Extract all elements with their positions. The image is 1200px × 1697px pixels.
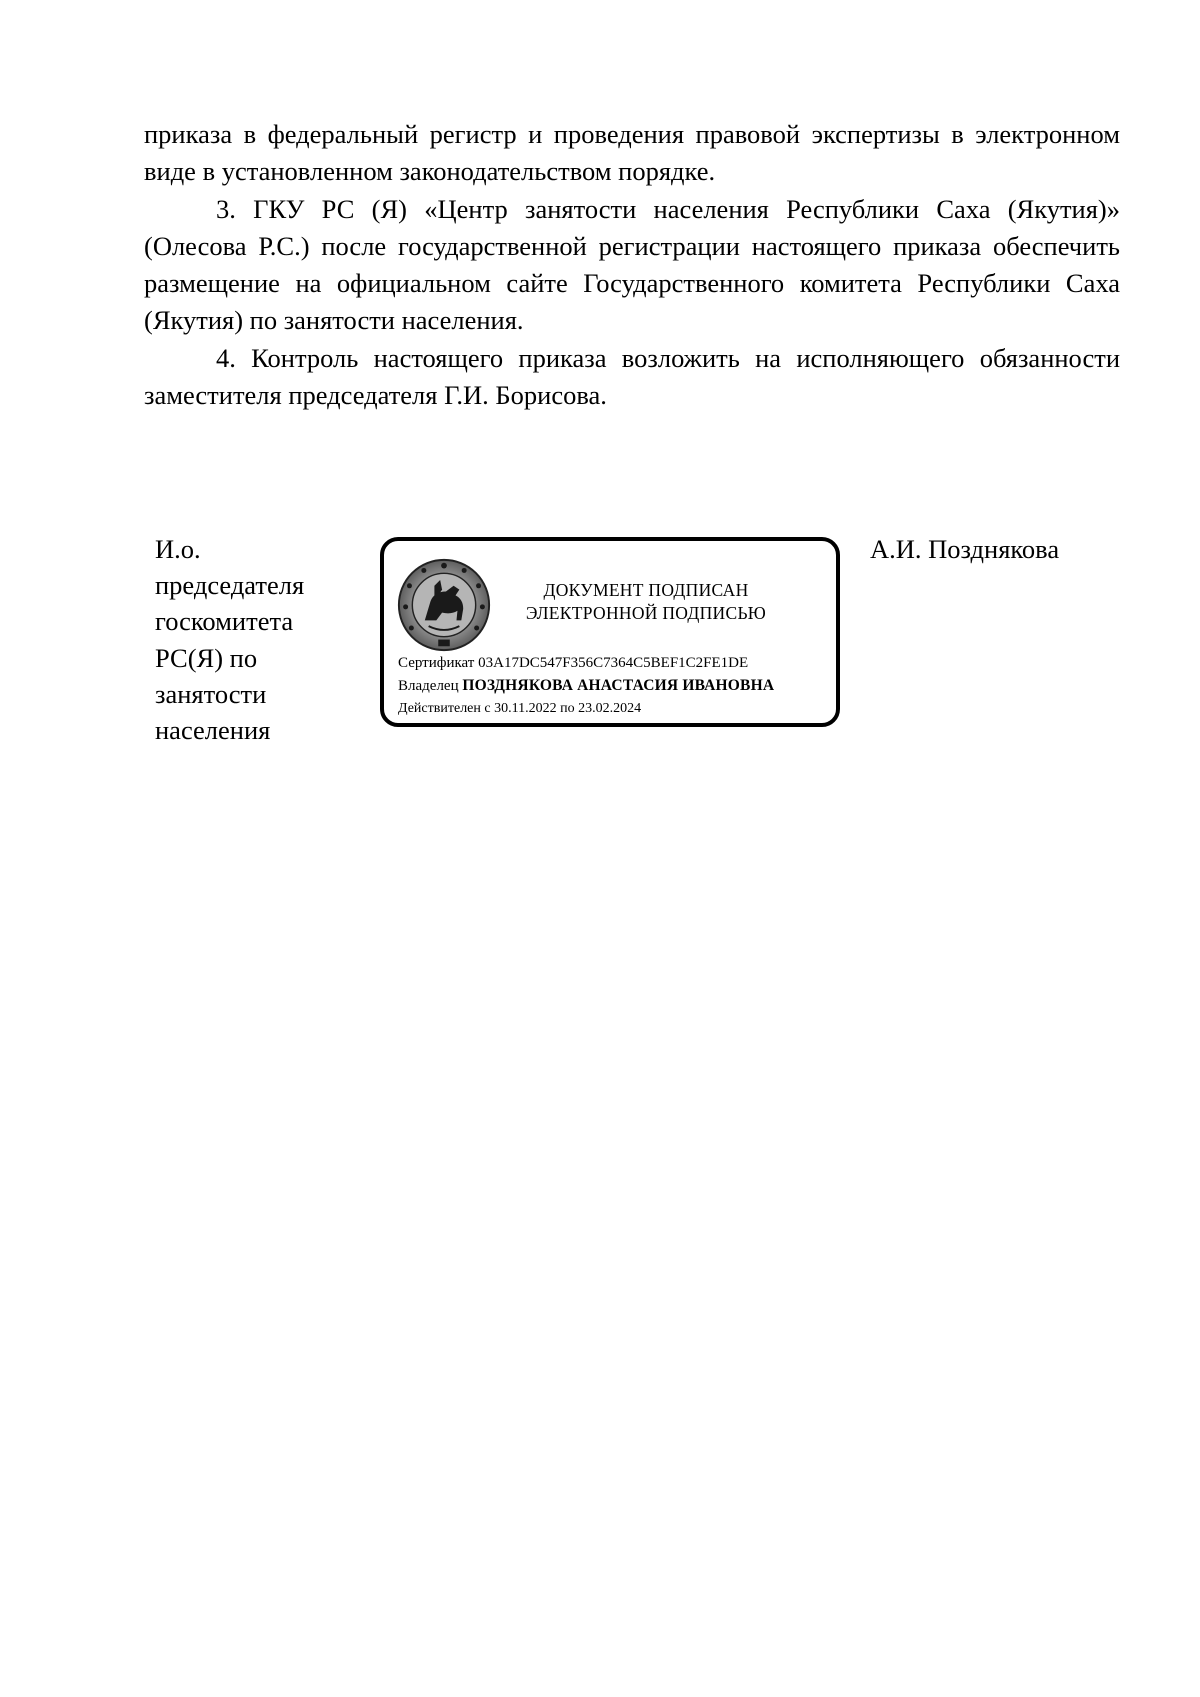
validity-to-label: по	[560, 701, 575, 716]
paragraph-item-3: 3. ГКУ РС (Я) «Центр занятости населения Республики Саха (Якутия)» (Олесова Р.С.) после государственной регистрации настоящего приказа обеспечить размещение на официальном сайте Государственного комитета Республики Саха (Якутия) по занятости населения.	[144, 193, 1120, 336]
validity-label: Действителен	[398, 701, 481, 716]
paragraph-item-4: 4. Контроль настоящего приказа возложить на исполняющего обязанности заместителя председателя Г.И. Борисова.	[144, 342, 1120, 411]
validity-from-label: с	[484, 701, 491, 716]
signatory-name: А.И. Позднякова	[870, 534, 1060, 564]
owner-label: Владелец	[398, 678, 459, 694]
signatory-position-line: населения	[155, 715, 271, 746]
yakutia-coat-of-arms-icon	[396, 557, 492, 653]
signatory-position	[155, 531, 335, 748]
signatory-position-line: госкомитета	[155, 606, 294, 637]
document-body	[144, 116, 1120, 414]
validity-to-date: 23.02.2024	[578, 701, 642, 716]
stamp-title	[496, 579, 796, 625]
certificate-row	[398, 653, 748, 673]
owner-value: ПОЗДНЯКОВА АНАСТАСИЯ ИВАНОВНА	[462, 677, 775, 694]
stamp-title-line: ЭЛЕКТРОННОЙ ПОДПИСЬЮ	[525, 603, 767, 623]
paragraph-continuation: приказа в федеральный регистр и проведения правовой экспертизы в электронном виде в установленном законодательством порядке.	[144, 119, 1120, 187]
signatory-position-line: И.о.	[155, 534, 201, 564]
validity-from-date: 30.11.2022	[494, 701, 557, 716]
signatory-position-line: РС(Я) по	[155, 642, 258, 673]
certificate-value: 03A17DC547F356C7364C5BEF1C2FE1DE	[478, 655, 749, 671]
validity-row	[398, 699, 641, 719]
signatory-position-line: занятости	[155, 678, 267, 709]
stamp-title-line: ДОКУМЕНТ ПОДПИСАН	[543, 580, 749, 600]
signatory-position-line: председателя	[155, 570, 305, 601]
electronic-signature-stamp	[380, 537, 840, 727]
owner-row	[398, 676, 774, 696]
certificate-label: Сертификат	[398, 655, 475, 671]
